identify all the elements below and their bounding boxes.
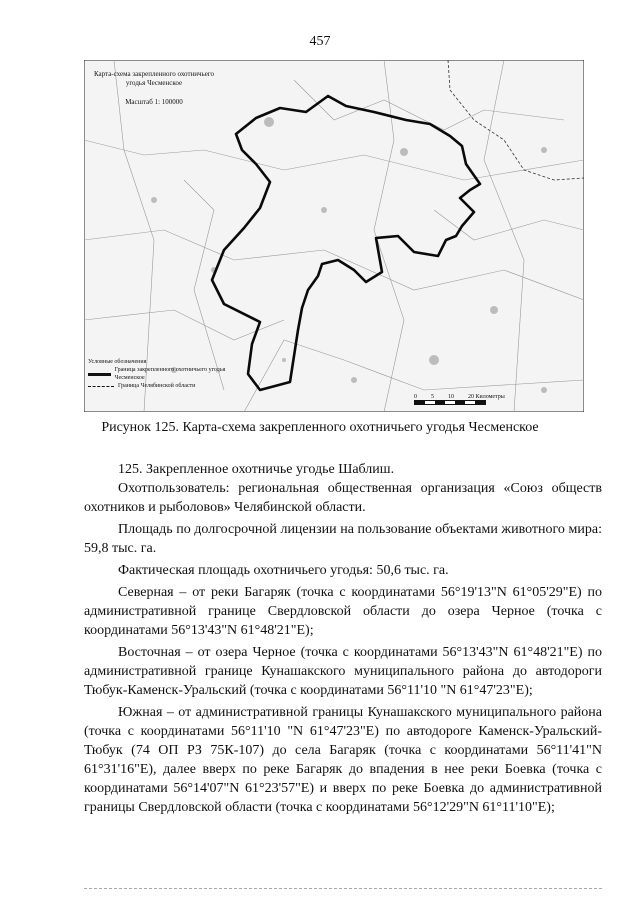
dashed-line-icon — [88, 386, 114, 387]
hunting-ground-map — [84, 60, 584, 412]
scalebar-label: 5 — [431, 394, 434, 400]
paragraph-north: Северная – от реки Багаряк (точка с координатами 56°19'13"N 61°05'29"E) по административной границе Свердловской области до озера Черное (точка с координатами 56°13'43"N 61°48'21"E); — [84, 585, 602, 638]
scalebar-label: 10 — [448, 394, 454, 400]
document-body — [84, 460, 602, 820]
paragraph-east: Восточная – от озера Черное (точка с координатами 56°13'43"N 61°48'21"E) по административной границе Кунашакского муниципального района до автодороги Тюбук-Каменск-Уральский (точка с координатами 56°11'10 "N 61°47'23"E); — [84, 645, 602, 698]
legend-boundary-label: Граница закрепленного охотничьего угодья Чесменское — [114, 367, 226, 381]
paragraph-actual-area: Фактическая площадь охотничьего угодья: 50,6 тыс. га. — [118, 563, 449, 578]
legend-item-boundary — [88, 366, 238, 382]
legend-item-region — [88, 382, 238, 390]
solid-line-icon — [88, 373, 111, 376]
page-bottom-rule — [84, 888, 602, 889]
map-legend — [88, 358, 238, 390]
paragraph-user: Охотпользователь: региональная общественная организация «Союз обществ охотников и рыболовов» Челябинской области. — [84, 481, 602, 515]
figure-caption: Рисунок 125. Карта-схема закрепленного охотничьего угодья Чесменское — [101, 420, 539, 435]
scalebar-label: 0 — [414, 394, 417, 400]
scalebar-graphic — [414, 400, 486, 405]
scalebar-unit: 20 Километры — [468, 394, 505, 400]
legend-region-label: Граница Челябинской области — [118, 383, 196, 389]
page-number: 457 — [309, 34, 331, 49]
paragraph-license-area: Площадь по долгосрочной лицензии на пользование объектами животного мира: 59,8 тыс. га. — [84, 522, 602, 556]
map-title: Карта-схема закрепленного охотничьего угодья Чесменское — [93, 70, 215, 87]
map-scale: Масштаб 1: 100000 — [125, 98, 183, 106]
section-heading: 125. Закрепленное охотничье угодье Шаблиш. — [118, 462, 395, 477]
map-scalebar — [414, 394, 505, 405]
paragraph-south: Южная – от административной границы Кунашакского муниципального района (точка с координатами 56°11'10 "N 61°47'23"E) по автодороге Каменск-Уральский-Тюбук (74 ОП РЗ 75К-107) до села Багаряк (точка с координатами 56°11'41"N 61°31'16"E), далее вверх по реке Багаряк до впадения в нее реки Боевка (точка с координатами 56°14'07"N 61°23'57"E) и вверх по реке Боевка до административной границы Свердловской области (точка с координатами 56°12'29"N 61°11'10"E); — [84, 705, 602, 815]
legend-title: Условные обозначения — [88, 359, 147, 365]
